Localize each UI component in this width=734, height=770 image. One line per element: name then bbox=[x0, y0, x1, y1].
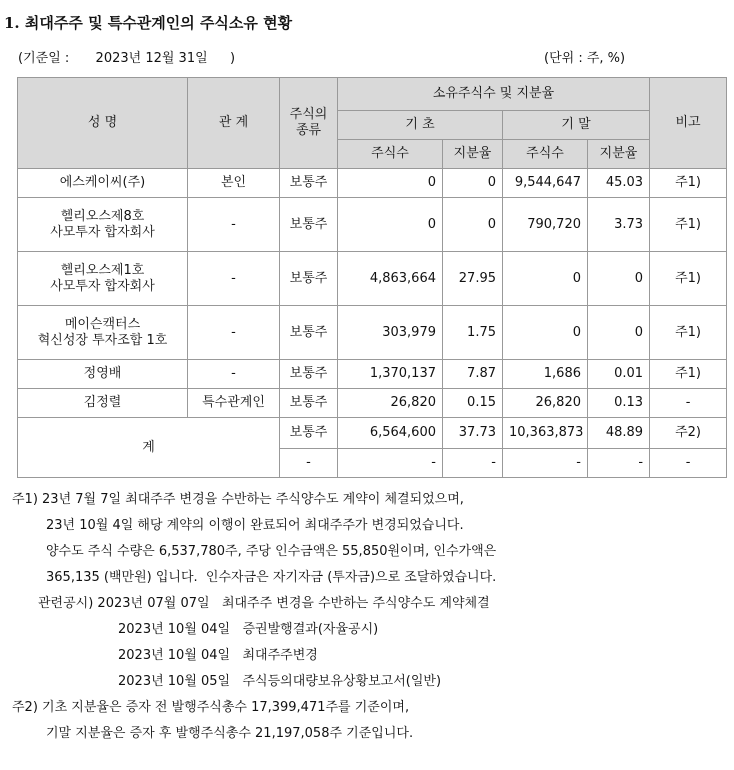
header-name: 성 명 bbox=[18, 78, 188, 169]
row-end-shares: 1,686 bbox=[503, 360, 588, 389]
row-type: 보통주 bbox=[280, 360, 338, 389]
row-end-shares: 0 bbox=[503, 306, 588, 360]
row-begin-ratio: 0 bbox=[443, 169, 503, 198]
note-line: 23년 10월 4일 해당 계약의 이행이 완료되어 최대주주가 변경되었습니다. bbox=[46, 518, 464, 533]
row-note: - bbox=[650, 389, 727, 418]
row-note: 주1) bbox=[650, 169, 727, 198]
note-line: 365,135 (백만원) 입니다. 인수자금은 자기자금 (투자금)으로 조달하였습니다. bbox=[46, 570, 497, 585]
base-date bbox=[18, 47, 235, 66]
row-relation: - bbox=[188, 360, 280, 389]
total-begin-shares: - bbox=[338, 449, 443, 478]
shareholding-table bbox=[17, 77, 727, 478]
row-relation: 본인 bbox=[188, 169, 280, 198]
row-type: 보통주 bbox=[280, 389, 338, 418]
unit-label: (단위 : 주, %) bbox=[544, 51, 626, 66]
row-begin-shares: 0 bbox=[338, 169, 443, 198]
row-begin-shares: 26,820 bbox=[338, 389, 443, 418]
row-name: 정영배 bbox=[18, 360, 188, 389]
row-name-line2: 사모투자 합자회사 bbox=[50, 278, 155, 294]
base-date-close: ) bbox=[229, 51, 236, 66]
note-line: 관련공시) 2023년 07월 07일 최대주주 변경을 수반하는 주식양수도 계약체결 bbox=[38, 596, 490, 611]
header-stock-type bbox=[280, 78, 338, 169]
table-row bbox=[18, 169, 727, 198]
base-date-label: (기준일 : bbox=[18, 51, 70, 66]
row-type: 보통주 bbox=[280, 198, 338, 252]
row-end-shares: 9,544,647 bbox=[503, 169, 588, 198]
row-name: 에스케이씨(주) bbox=[18, 169, 188, 198]
total-begin-ratio: - bbox=[443, 449, 503, 478]
total-note: - bbox=[650, 449, 727, 478]
row-name bbox=[18, 306, 188, 360]
row-name bbox=[18, 252, 188, 306]
note-line: 기말 지분율은 증자 후 발행주식총수 21,197,058주 기준입니다. bbox=[46, 726, 414, 741]
row-name-line2: 사모투자 합자회사 bbox=[50, 224, 155, 240]
row-begin-shares: 1,370,137 bbox=[338, 360, 443, 389]
note-line: 2023년 10월 04일 최대주주변경 bbox=[118, 648, 318, 663]
note-line: 주2) 기초 지분율은 증자 전 발행주식총수 17,399,471주를 기준이며, bbox=[12, 700, 410, 715]
row-name: 김정렬 bbox=[18, 389, 188, 418]
total-end-ratio: 48.89 bbox=[588, 418, 650, 449]
header-begin-shares: 주식수 bbox=[338, 140, 443, 169]
header-begin-ratio: 지분율 bbox=[443, 140, 503, 169]
row-relation: - bbox=[188, 252, 280, 306]
page-title: 1. 최대주주 및 특수관계인의 주식소유 현황 bbox=[4, 14, 293, 32]
row-name-line2: 혁신성장 투자조합 1호 bbox=[37, 332, 168, 348]
table-row bbox=[18, 252, 727, 306]
row-begin-ratio: 0.15 bbox=[443, 389, 503, 418]
row-end-shares: 26,820 bbox=[503, 389, 588, 418]
row-end-ratio: 45.03 bbox=[588, 169, 650, 198]
row-note: 주1) bbox=[650, 252, 727, 306]
total-type: - bbox=[280, 449, 338, 478]
header-end-ratio: 지분율 bbox=[588, 140, 650, 169]
row-relation: - bbox=[188, 198, 280, 252]
header-end-shares: 주식수 bbox=[503, 140, 588, 169]
total-type: 보통주 bbox=[280, 418, 338, 449]
header-holding: 소유주식수 및 지분율 bbox=[338, 78, 650, 111]
row-begin-shares: 0 bbox=[338, 198, 443, 252]
total-label: 계 bbox=[18, 418, 280, 478]
total-begin-shares: 6,564,600 bbox=[338, 418, 443, 449]
table-row bbox=[18, 198, 727, 252]
base-date-value: 2023년 12월 31일 bbox=[95, 51, 208, 66]
row-name-line1: 헬리오스제8호 bbox=[60, 208, 145, 224]
total-begin-ratio: 37.73 bbox=[443, 418, 503, 449]
total-note: 주2) bbox=[650, 418, 727, 449]
table-row bbox=[18, 306, 727, 360]
header-stock-type-line1: 주식의 bbox=[289, 107, 328, 122]
row-end-ratio: 0.13 bbox=[588, 389, 650, 418]
header-stock-type-line2: 종류 bbox=[295, 123, 322, 138]
header-note: 비고 bbox=[650, 78, 727, 169]
header-relation: 관 계 bbox=[188, 78, 280, 169]
header-begin: 기 초 bbox=[338, 111, 503, 140]
row-end-shares: 0 bbox=[503, 252, 588, 306]
row-note: 주1) bbox=[650, 198, 727, 252]
row-name bbox=[18, 198, 188, 252]
row-end-ratio: 0 bbox=[588, 306, 650, 360]
row-type: 보통주 bbox=[280, 306, 338, 360]
row-end-ratio: 0 bbox=[588, 252, 650, 306]
row-name-line1: 헬리오스제1호 bbox=[60, 262, 145, 278]
row-end-ratio: 0.01 bbox=[588, 360, 650, 389]
row-type: 보통주 bbox=[280, 169, 338, 198]
row-name-line1: 메이슨캑터스 bbox=[64, 316, 141, 332]
row-type: 보통주 bbox=[280, 252, 338, 306]
total-end-shares: 10,363,873 bbox=[503, 418, 588, 449]
row-begin-shares: 4,863,664 bbox=[338, 252, 443, 306]
row-end-ratio: 3.73 bbox=[588, 198, 650, 252]
row-begin-ratio: 7.87 bbox=[443, 360, 503, 389]
header-end: 기 말 bbox=[503, 111, 650, 140]
note-line: 주1) 23년 7월 7일 최대주주 변경을 수반하는 주식양수도 계약이 체결되었으며, bbox=[12, 492, 464, 507]
row-note: 주1) bbox=[650, 360, 727, 389]
note-line: 2023년 10월 04일 증권발행결과(자율공시) bbox=[118, 622, 379, 637]
total-end-shares: - bbox=[503, 449, 588, 478]
note-line: 2023년 10월 05일 주식등의대량보유상황보고서(일반) bbox=[118, 674, 442, 689]
row-begin-ratio: 27.95 bbox=[443, 252, 503, 306]
row-note: 주1) bbox=[650, 306, 727, 360]
total-end-ratio: - bbox=[588, 449, 650, 478]
note-line: 양수도 주식 수량은 6,537,780주, 주당 인수금액은 55,850원이며, 인수가액은 bbox=[46, 544, 497, 559]
row-end-shares: 790,720 bbox=[503, 198, 588, 252]
row-begin-shares: 303,979 bbox=[338, 306, 443, 360]
row-relation: - bbox=[188, 306, 280, 360]
row-begin-ratio: 1.75 bbox=[443, 306, 503, 360]
table-row bbox=[18, 389, 727, 418]
row-begin-ratio: 0 bbox=[443, 198, 503, 252]
table-row bbox=[18, 360, 727, 389]
row-relation: 특수관계인 bbox=[188, 389, 280, 418]
total-row bbox=[18, 418, 727, 449]
